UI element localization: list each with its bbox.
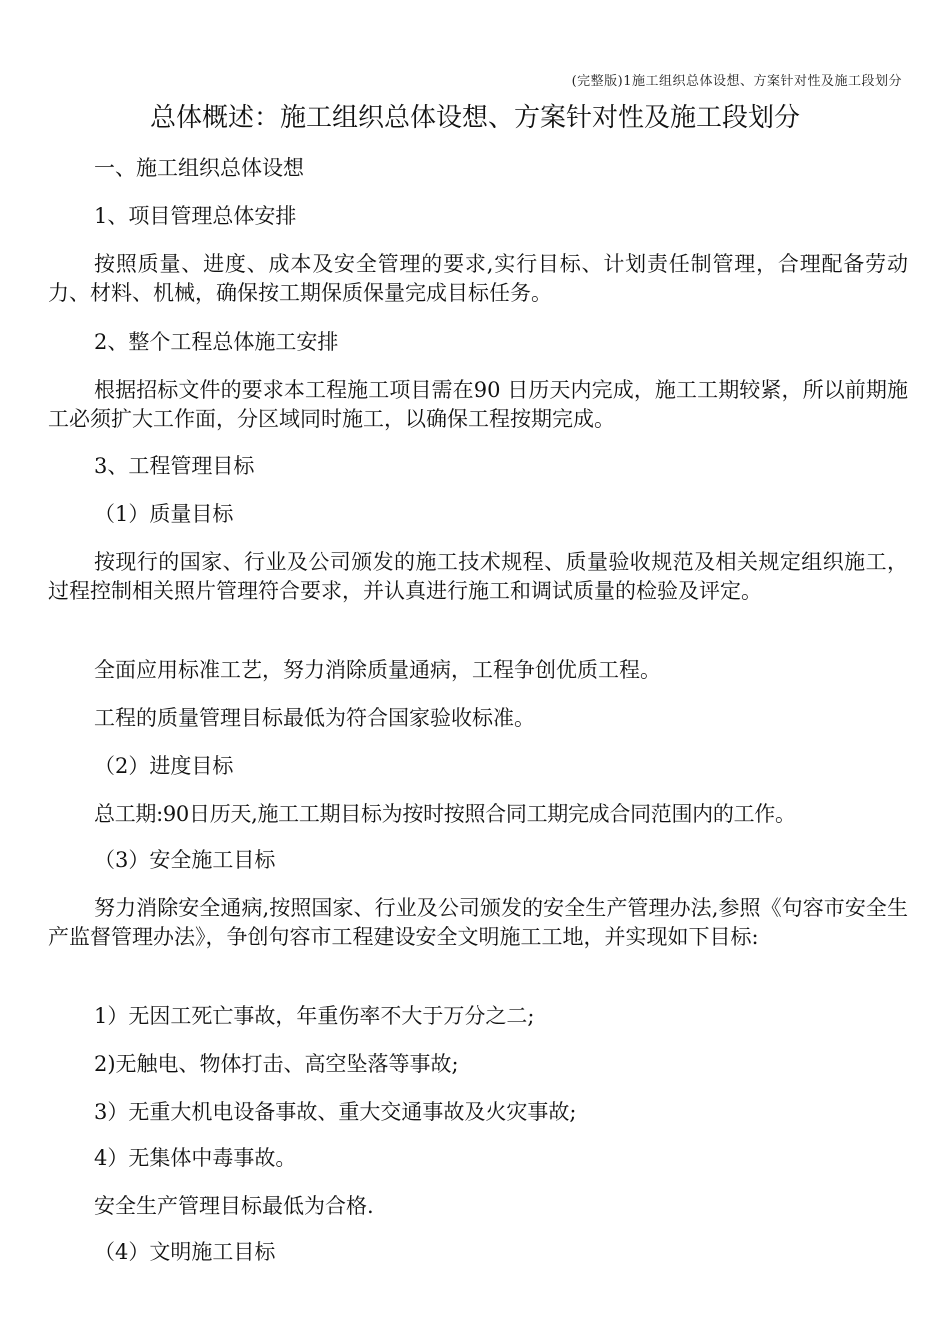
running-header: (完整版)1施工组织总体设想、方案针对性及施工段划分 [571,74,902,89]
paragraph-quality-goal-3: 工程的质量管理目标最低为符合国家验收标准。 [94,706,535,730]
goal-heading-schedule: （2）进度目标 [94,754,234,778]
paragraph-safety-summary: 安全生产管理目标最低为合格. [94,1194,374,1218]
subsection-heading-1: 1、项目管理总体安排 [94,204,297,228]
paragraph-quality-goal-1: 按现行的国家、行业及公司颁发的施工技术规程、质量验收规范及相关规定组织施工，过程控制相关照片管理符合要求，并认真进行施工和调试质量的检验及评定。 [48,550,908,603]
safety-item-1: 1）无因工死亡事故，年重伤率不大于万分之二; [94,1004,535,1028]
subsection-heading-3: 3、工程管理目标 [94,454,255,478]
paragraph-project-arrangement: 按照质量、进度、成本及安全管理的要求,实行目标、计划责任制管理，合理配备劳动力、材料、机械，确保按工期保质保量完成目标任务。 [48,252,908,305]
paragraph-overall-construction: 根据招标文件的要求本工程施工项目需在90 日历天内完成，施工工期较紧，所以前期施工必须扩大工作面，分区域同时施工，以确保工程按期完成。 [48,378,908,431]
paragraph-quality-goal-2: 全面应用标准工艺，努力消除质量通病，工程争创优质工程。 [94,658,661,682]
paragraph-safety-goal: 努力消除安全通病,按照国家、行业及公司颁发的安全生产管理办法,参照《句容市安全生产监督管理办法》，争创句容市工程建设安全文明施工工地，并实现如下目标: [48,896,908,949]
section-heading-1: 一、施工组织总体设想 [94,156,304,180]
safety-item-2: 2)无触电、物体打击、高空坠落等事故; [94,1052,459,1076]
safety-item-4: 4）无集体中毒事故。 [94,1146,297,1170]
goal-heading-safety: （3）安全施工目标 [94,848,276,872]
safety-item-3: 3）无重大机电设备事故、重大交通事故及火灾事故; [94,1100,577,1124]
document-title: 总体概述：施工组织总体设想、方案针对性及施工段划分 [149,103,800,133]
goal-heading-civilized: （4）文明施工目标 [94,1240,276,1264]
paragraph-schedule-goal: 总工期:90日历天,施工工期目标为按时按照合同工期完成合同范围内的工作。 [94,802,796,826]
subsection-heading-2: 2、整个工程总体施工安排 [94,330,339,354]
goal-heading-quality: （1）质量目标 [94,502,234,526]
